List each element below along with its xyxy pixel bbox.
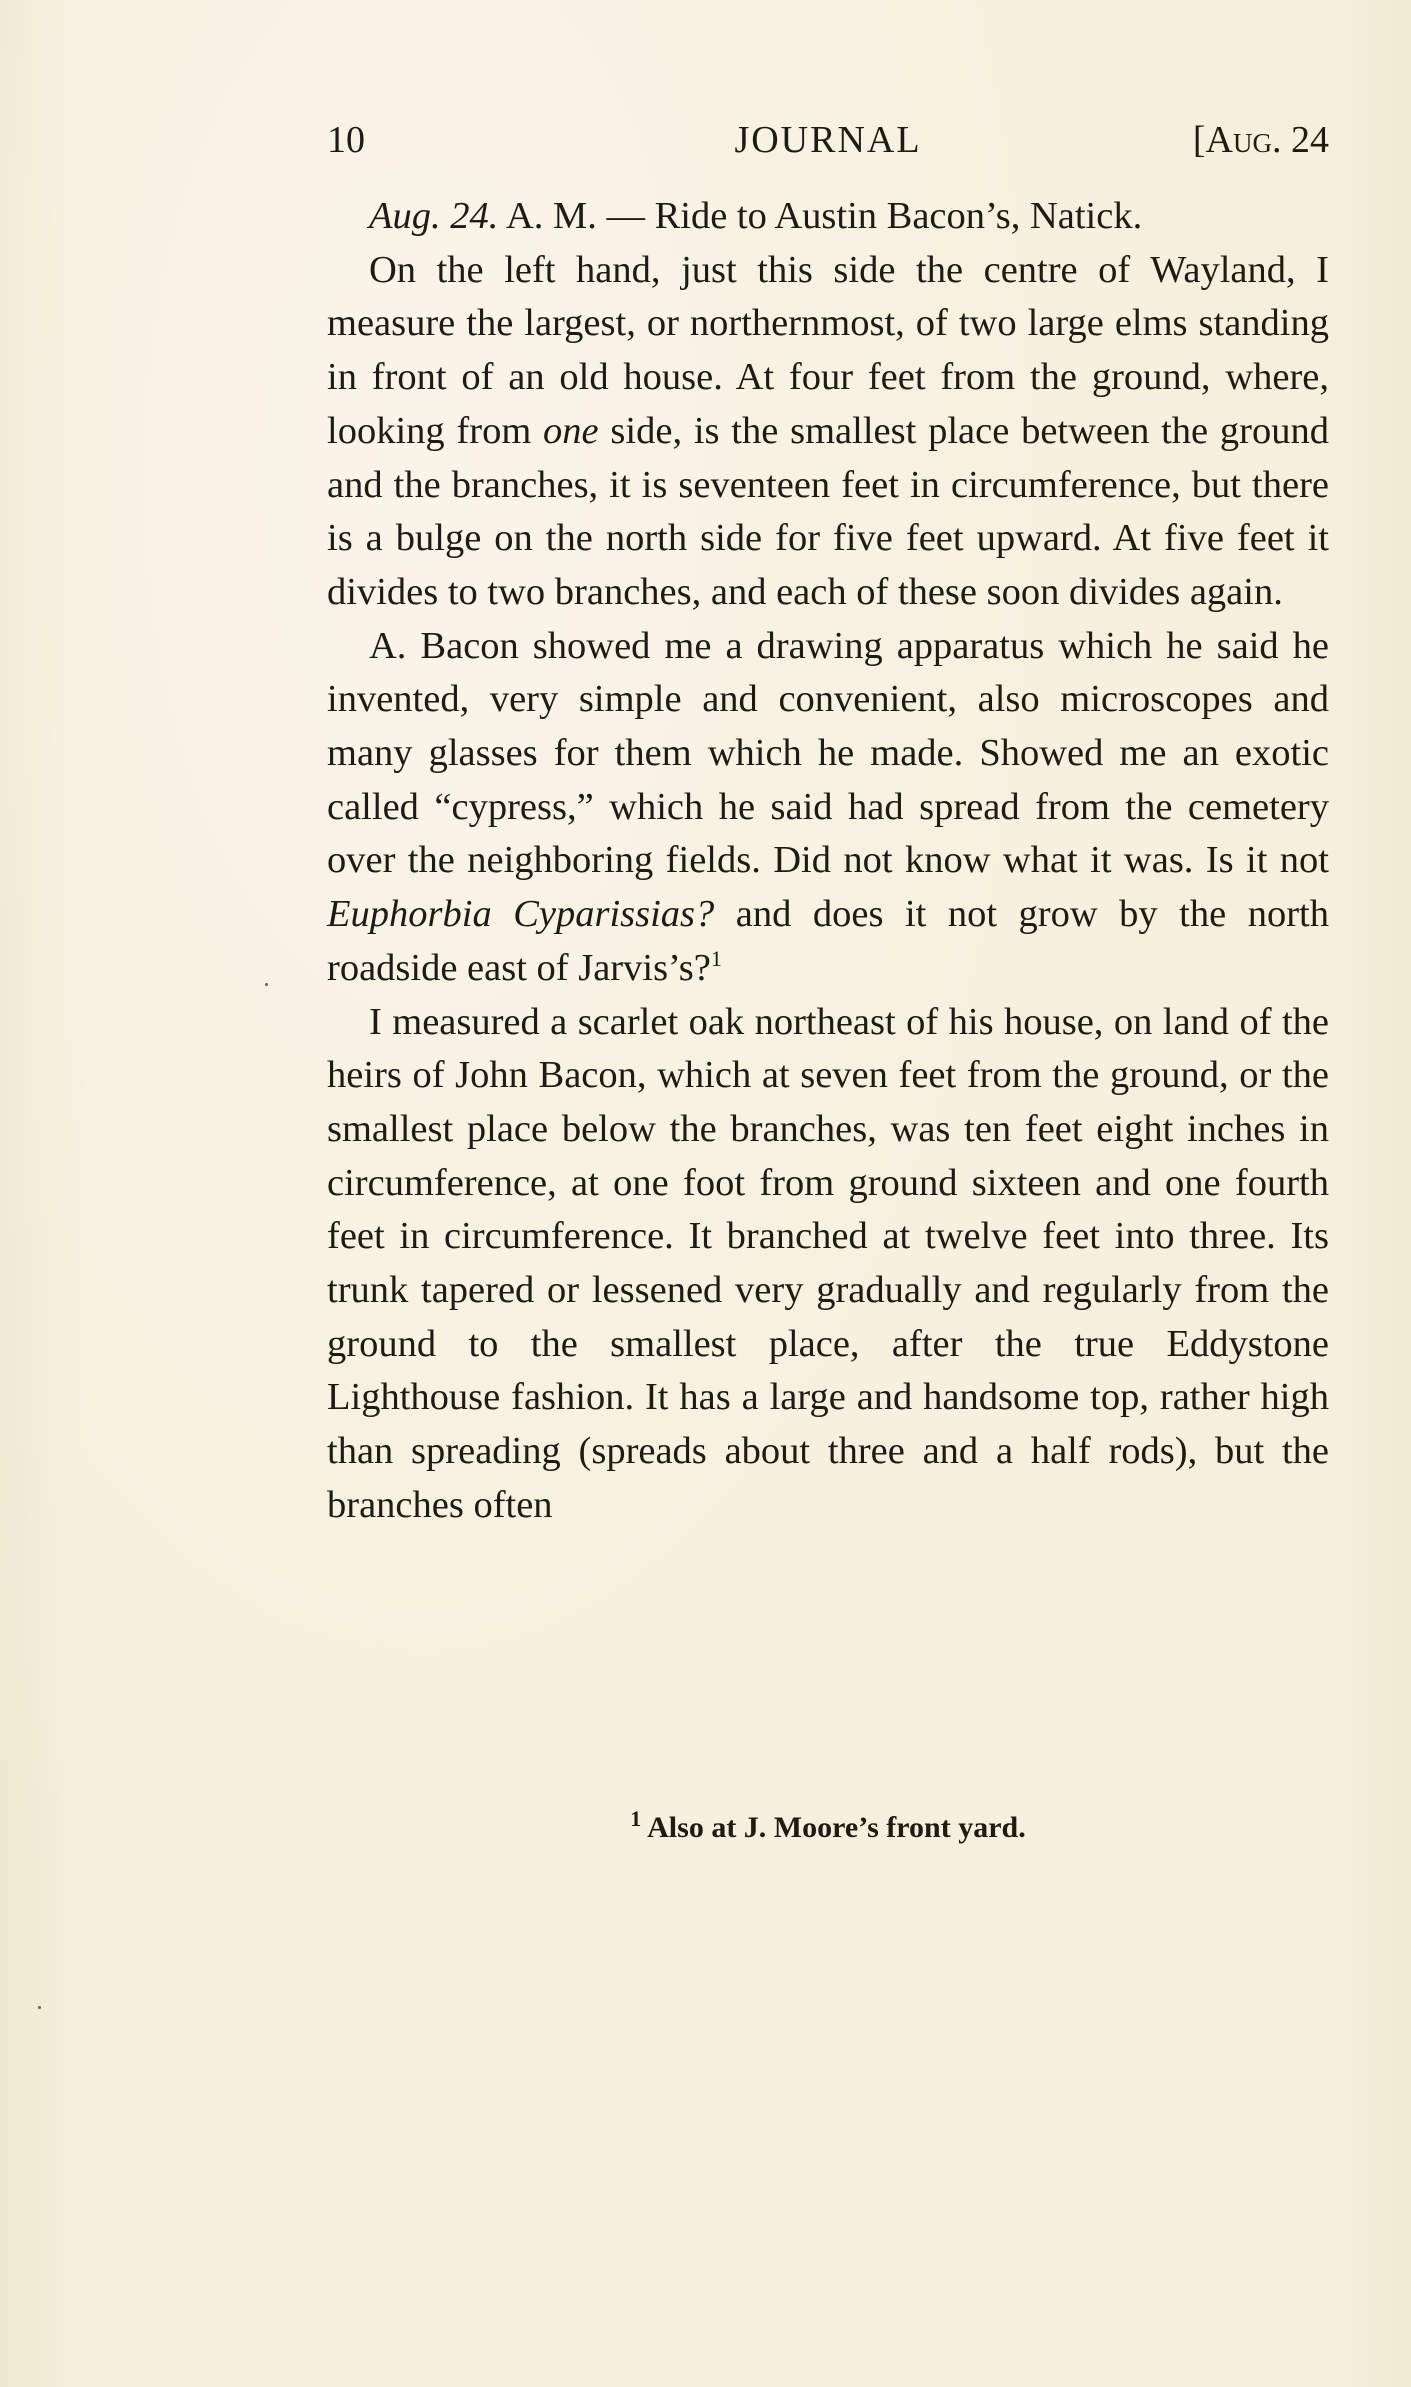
- footnote-marker: 1: [630, 1806, 642, 1831]
- paragraph-entry: [327, 190, 1329, 244]
- body-text: [327, 190, 1329, 1533]
- running-title: JOURNAL: [734, 119, 922, 161]
- page-speck: [265, 983, 268, 986]
- footnote-text: Also at J. Moore’s front yard.: [641, 1811, 1026, 1844]
- paragraph-bacon: [327, 620, 1329, 996]
- paragraph-bacon-text: A. Bacon showed me a drawing apparatus which he said he invented, very simple and convenient, also microscopes and many glasses for them which he made. Showed me an exotic called “cypress,” which he said had spread from the cemetery over the neighboring fields. Did not know what it was. Is it not: [327, 624, 1329, 882]
- paragraph-elms-text: On the left hand, just this side the centre of Wayland, I measure the largest, or northernmost, of two large elms standing in front of an old house. At four feet from the ground, where, looking from: [327, 248, 1329, 452]
- footnote: [327, 1808, 1329, 1848]
- running-head: [327, 112, 1329, 168]
- entry-date: Aug. 24.: [369, 195, 499, 237]
- page-speck: [38, 2006, 41, 2009]
- paragraph-oak-text: I measured a scarlet oak northeast of his house, on land of the heirs of John Bacon, which at seven feet from the ground, or the smallest place below the branches, was ten feet eight inches in circumference, at one foot from ground sixteen and one fourth feet in circumference. It branched at twelve feet into three. Its trunk tapered or lessened very gradually and regularly from the ground to the smallest place, after the true Eddystone Lighthouse fashion. It has a large and handsome top, rather high than spreading (spreads about three and a half rods), but the branches often: [327, 1000, 1329, 1526]
- paragraph-bacon-italic: Euphorbia Cyparissias?: [327, 893, 715, 936]
- paragraph-oak: [327, 996, 1329, 1533]
- paragraph-elms: [327, 244, 1329, 620]
- footnote-reference: 1: [710, 946, 722, 972]
- paragraph-elms-italic: one: [543, 409, 599, 452]
- entry-opening: A. M. — Ride to Austin Bacon’s, Natick.: [498, 195, 1143, 237]
- running-date: [Aug. 24: [1192, 119, 1329, 161]
- page-number: 10: [327, 119, 365, 161]
- paragraph-elms-rest: side, is the smallest place between the ground and the branches, it is seventeen feet in circumference, but there is a bulge on the north side for five feet upward. At five feet it divides to two branches, and each of these soon divides again.: [327, 409, 1329, 613]
- paragraph-bacon-end: and does it not grow by the north roadside east of Jarvis’s?: [327, 893, 1329, 989]
